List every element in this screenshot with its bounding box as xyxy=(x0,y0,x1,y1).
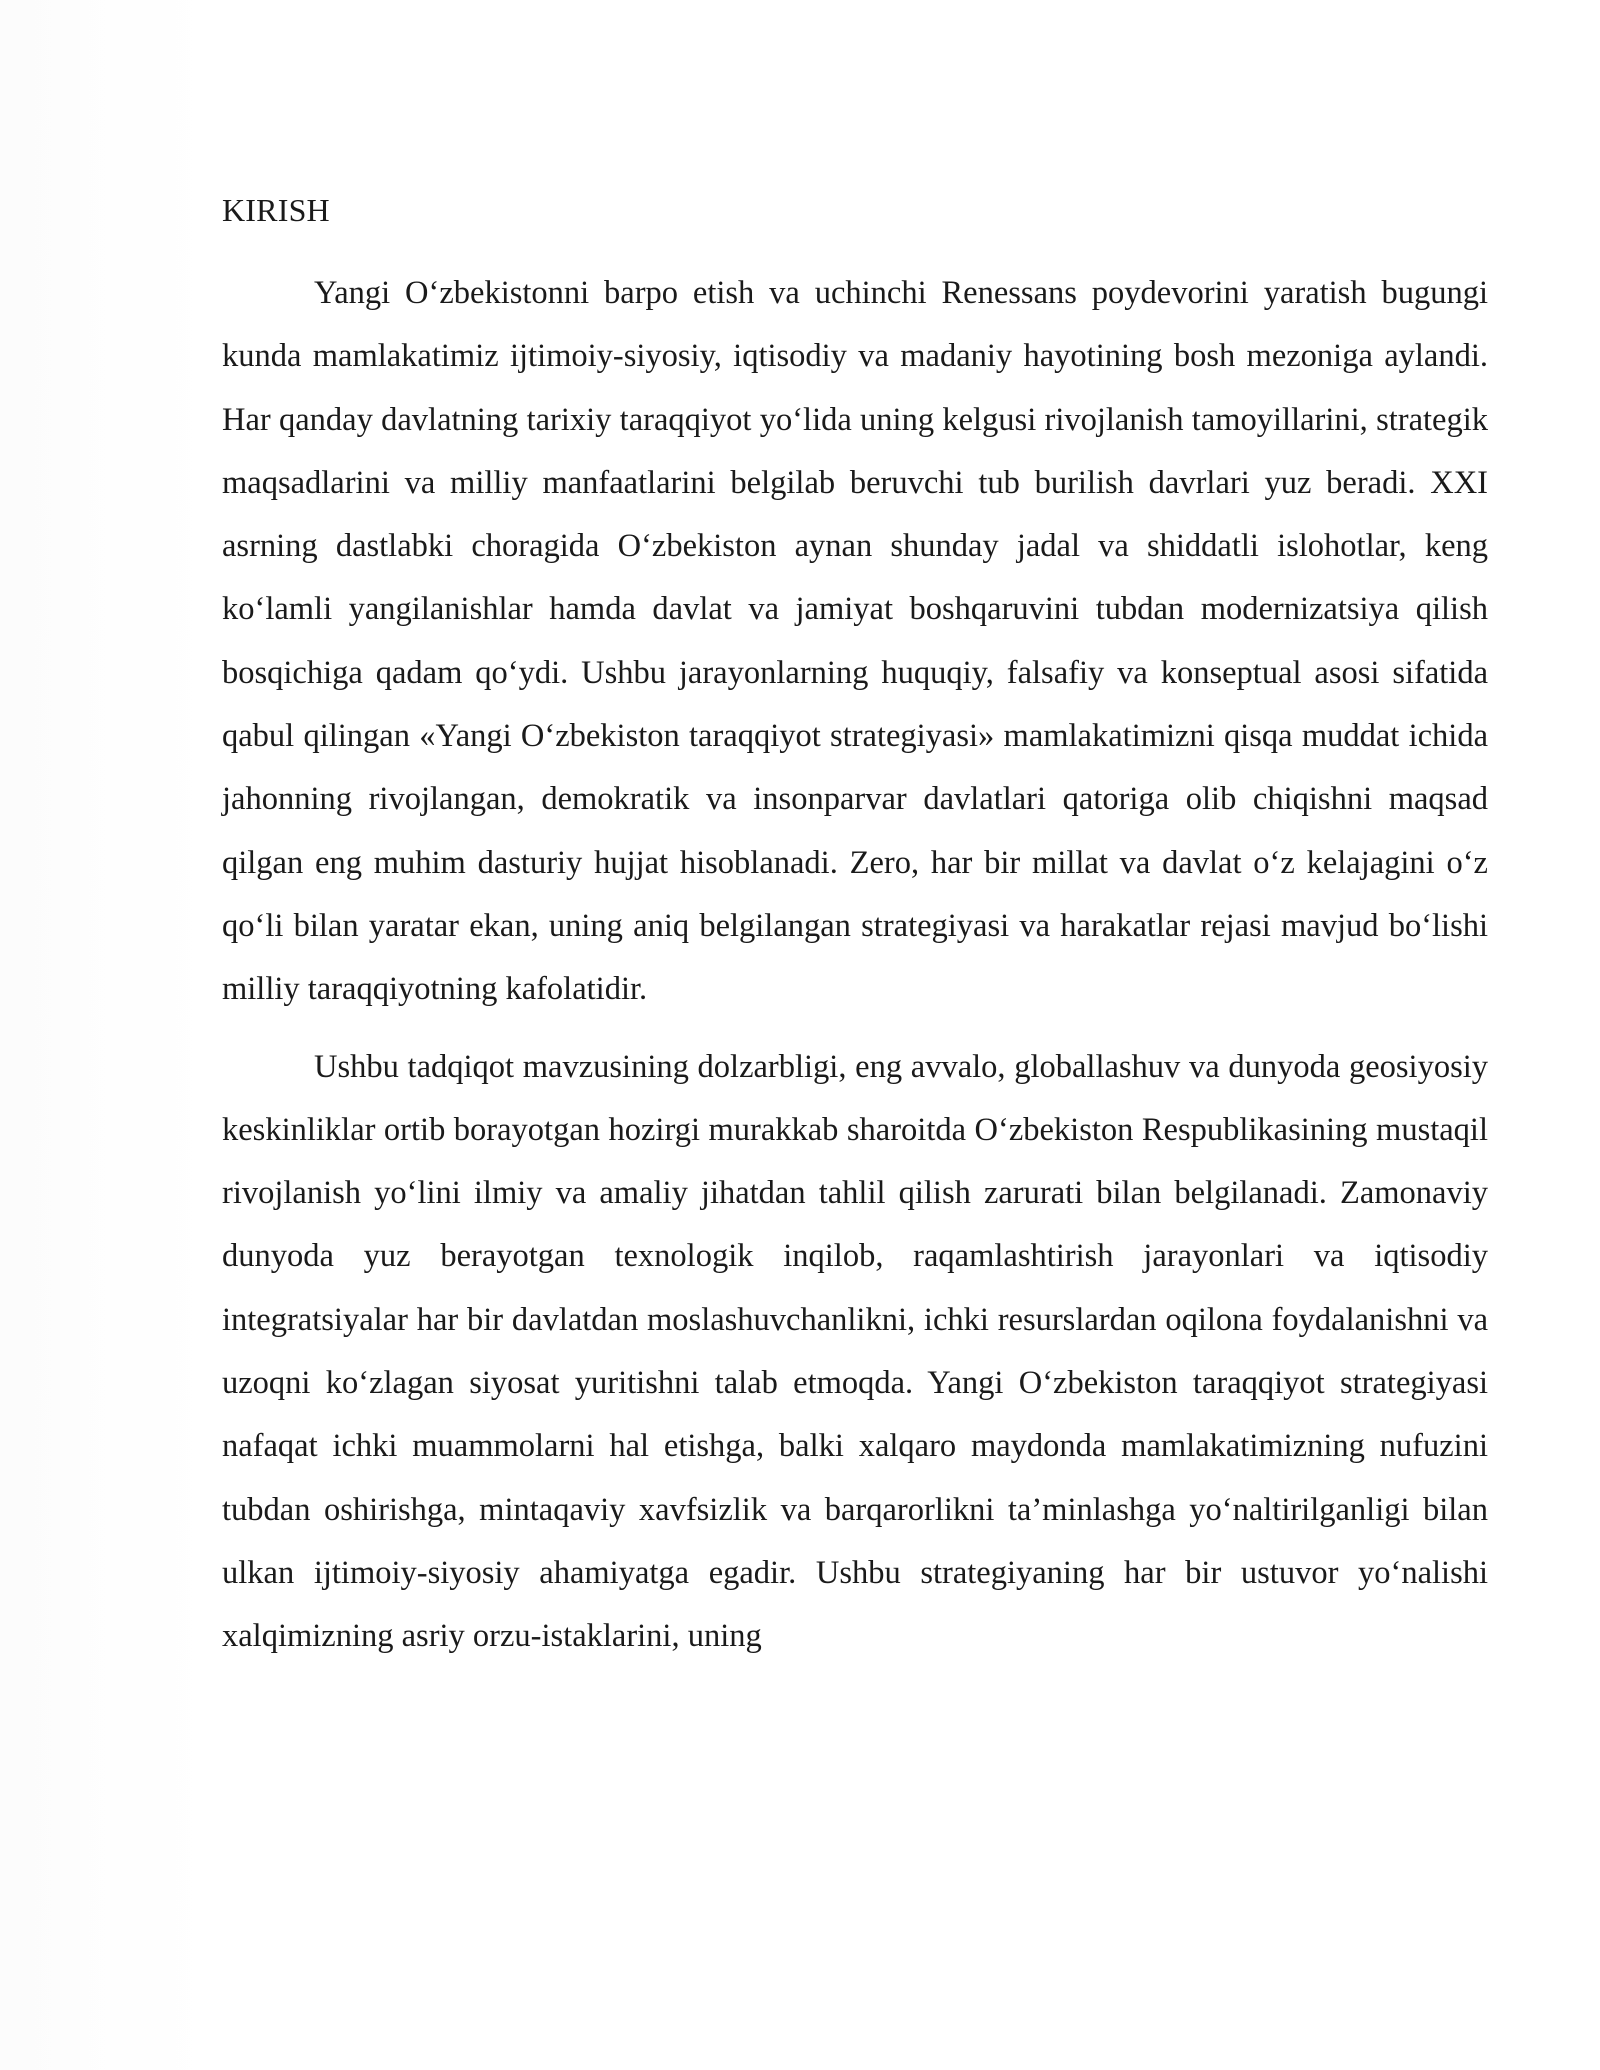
page-margin-shade xyxy=(0,0,210,2070)
document-body xyxy=(222,180,1488,1683)
paragraph-2: Ushbu tadqiqot mavzusining dolzarbligi, eng avvalo, globallashuv va dunyoda geosiyosiy keskinliklar ortib borayotgan hozirgi murakkab sharoitda O‘zbekiston Respublikasining mustaqil rivojlanish yo‘lini ilmiy va amaliy jihatdan tahlil qilish zarurati bilan belgilanadi. Zamonaviy dunyoda yuz berayotgan texnologik inqilob, raqamlashtirish jarayonlari va iqtisodiy integratsiyalar har bir davlatdan moslashuvchanlikni, ichki resurslardan oqilona foydalanishni va uzoqni ko‘zlagan siyosat yuritishni talab etmoqda. Yangi O‘zbekiston taraqqiyot strategiyasi nafaqat ichki muammolarni hal etishga, balki xalqaro maydonda mamlakatimizning nufuzini tubdan oshirishga, mintaqaviy xavfsizlik va barqarorlikni ta’minlashga yo‘naltirilganligi bilan ulkan ijtimoiy-siyosiy ahamiyatga egadir. Ushbu strategiyaning har bir ustuvor yo‘nalishi xalqimizning asriy orzu-istaklarini, uning xyxy=(222,1048,1488,1655)
paragraph-1: Yangi O‘zbekistonni barpo etish va uchinchi Renessans poydevorini yaratish bugungi kunda mamlakatimiz ijtimoiy-siyosiy, iqtisodiy va madaniy hayotining bosh mezoniga aylandi. Har qanday davlatning tarixiy taraqqiyot yo‘lida uning kelgusi rivojlanish tamoyillarini, strategik maqsadlarini va milliy manfaatlarini belgilab beruvchi tub burilish davrlari yuz beradi. XXI asrning dastlabki choragida O‘zbekiston aynan shunday jadal va shiddatli islohotlar, keng ko‘lamli yangilanishlar hamda davlat va jamiyat boshqaruvini tubdan modernizatsiya qilish bosqichiga qadam qo‘ydi. Ushbu jarayonlarning huquqiy, falsafiy va konseptual asosi sifatida qabul qilingan «Yangi O‘zbekiston taraqqiyot strategiyasi» mamlakatimizni qisqa muddat ichida jahonning rivojlangan, demokratik va insonparvar davlatlari qatoriga olib chiqishni maqsad qilgan eng muhim dasturiy hujjat hisoblanadi. Zero, har bir millat va davlat o‘z kelajagini o‘z qo‘li bilan yaratar ekan, uning aniq belgilangan strategiyasi va harakatlar rejasi mavjud bo‘lishi milliy taraqqiyotning kafolatidir. xyxy=(222,275,1488,1008)
section-heading: KIRISH xyxy=(222,192,330,228)
